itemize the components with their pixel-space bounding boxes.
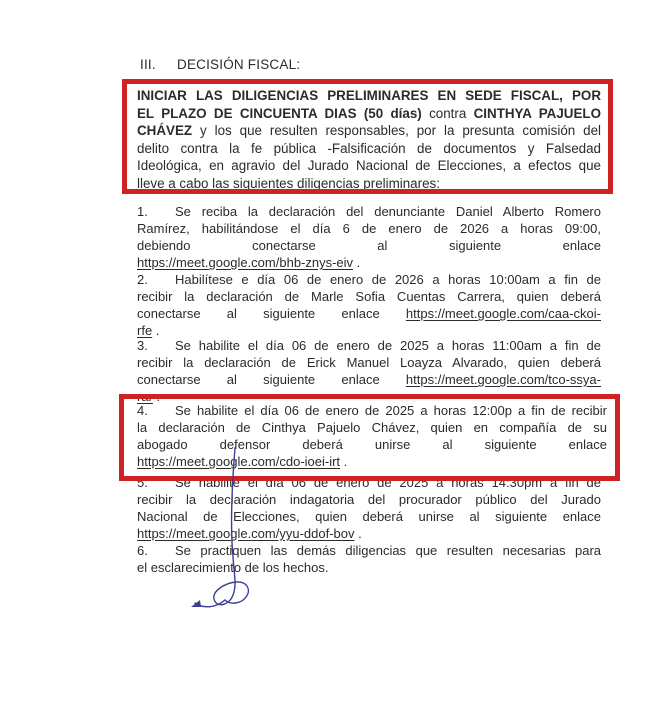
text-line	[137, 371, 601, 388]
doc-text: contra	[429, 105, 474, 121]
item-number: 6.	[137, 543, 148, 558]
doc-text: delito contra la fe pública -Falsificación de documentos y Falsedad	[137, 140, 601, 156]
doc-text: lleve a cabo las siguientes diligencias preliminares:	[137, 175, 440, 191]
text-line	[137, 559, 601, 576]
doc-text: la declaración de Cinthya Pajuelo Chávez, quien en compañía de su	[137, 420, 607, 435]
signature-tail-stroke	[195, 600, 225, 607]
doc-text: Ideológica, en agravio del Jurado Nacional de Elecciones, a efectos que	[137, 158, 601, 174]
doc-text: .	[354, 526, 362, 541]
doc-text: .	[353, 255, 361, 270]
text-line	[137, 305, 601, 322]
text-line	[137, 354, 601, 371]
signature-arrowhead	[191, 600, 201, 607]
item-number: 1.	[137, 204, 148, 219]
text-line	[137, 508, 601, 525]
doc-text: Se habilite el día 06 de enero de 2025 a horas 12:00p a fin de recibir	[175, 403, 607, 418]
doc-text: Nacional de Elecciones, quien deberá unirse al siguiente enlace	[137, 509, 601, 524]
doc-text: recibir la declaración de Marle Sofia Cuentas Carrera, quien deberá	[137, 289, 601, 304]
meet-link[interactable]: rfe	[137, 323, 153, 338]
meet-link[interactable]: rar	[137, 389, 153, 404]
section-heading	[140, 57, 610, 72]
item-1	[137, 203, 601, 271]
doc-text: Habilítese e día 06 de enero de 2026 a horas 10:00am a fin de	[175, 272, 601, 287]
doc-text: conectarse al siguiente enlace	[137, 372, 406, 387]
text-line	[137, 203, 601, 220]
text-line	[137, 525, 601, 542]
text-line	[137, 542, 601, 559]
doc-text: EL PLAZO DE CINCUENTA DIAS (50 días)	[137, 105, 430, 121]
doc-text: recibir la declaración indagatoria del procurador público del Jurado	[137, 492, 601, 507]
doc-text: Se habilite el día 06 de enero de 2025 a horas 11:00am a fin de	[175, 338, 601, 353]
text-line	[137, 337, 601, 354]
doc-text: CHÁVEZ	[137, 123, 200, 139]
doc-text: abogado defensor deberá unirse al siguiente enlace	[137, 437, 607, 452]
doc-text: debiendo conectarse al siguiente enlace	[137, 238, 601, 253]
text-line	[137, 237, 601, 254]
doc-text: Se reciba la declaración del denunciante Daniel Alberto Romero	[175, 204, 601, 219]
doc-text: CINTHYA PAJUELO	[473, 105, 602, 121]
red-highlight-box-item-4	[119, 394, 620, 481]
item-2	[137, 271, 601, 339]
meet-link[interactable]: https://meet.google.com/tco-ssya-	[405, 372, 601, 387]
doc-text: .	[152, 389, 161, 404]
doc-text: Se habilite el día 06 de enero de 2025 a horas 14:30pm a fin de	[175, 475, 601, 490]
item-number: 5.	[137, 475, 148, 490]
doc-text: el esclarecimiento de los hechos.	[137, 560, 329, 575]
section-title: DECISIÓN FISCAL:	[177, 57, 301, 72]
meet-link[interactable]: https://meet.google.com/yyu-ddof-bov	[137, 526, 355, 541]
doc-text: recibir la declaración de Erick Manuel Loayza Alvarado, quien deberá	[137, 355, 601, 370]
text-line	[137, 220, 601, 237]
item-number: 2.	[137, 272, 148, 287]
text-line	[137, 491, 601, 508]
text-line	[137, 271, 601, 288]
item-number: 4.	[137, 403, 148, 418]
doc-text: INICIAR LAS DILIGENCIAS PRELIMINARES EN SEDE FISCAL, POR	[137, 88, 601, 103]
doc-text: Ramírez, habilitándose el día 6 de enero de 2026 a horas 09:00,	[137, 221, 601, 236]
section-number: III.	[140, 57, 156, 72]
doc-text: .	[340, 454, 348, 469]
doc-text: Se practiquen las demás diligencias que resulten necesarias para	[175, 543, 601, 558]
red-highlight-box-order	[122, 79, 613, 194]
item-number: 3.	[137, 338, 148, 353]
item-5	[137, 474, 601, 542]
item-6	[137, 542, 601, 576]
meet-link[interactable]: https://meet.google.com/caa-ckoi-	[405, 306, 601, 321]
meet-link[interactable]: https://meet.google.com/cdo-ioei-irt	[137, 454, 341, 469]
doc-text: y los que resulten responsables, por la presunta comisión del	[199, 123, 601, 139]
text-line	[137, 254, 601, 271]
doc-text: .	[152, 323, 160, 338]
doc-text: conectarse al siguiente enlace	[137, 306, 406, 321]
meet-link[interactable]: https://meet.google.com/bhb-znys-eiv	[137, 255, 354, 270]
text-line	[137, 288, 601, 305]
